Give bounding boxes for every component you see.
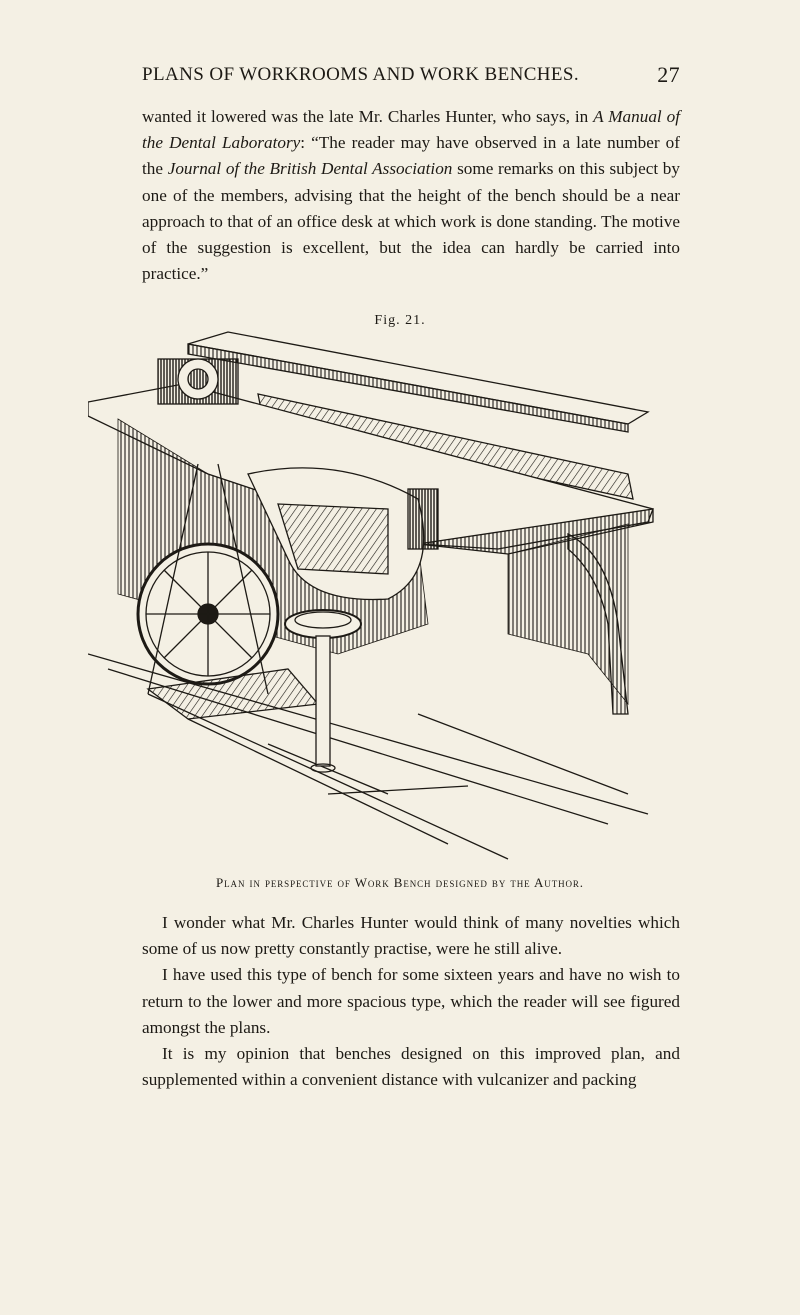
paragraph: I have used this type of bench for some sixteen years and have no wish to return to the lower and more spacious type, which the reader will see figured amongst the plans. — [142, 965, 680, 1037]
paragraph: I wonder what Mr. Charles Hunter would think of many novelties which some of us now pretty constantly practise, were he still alive. — [142, 913, 680, 959]
paragraph-text-part3: some remarks on this subject by one of the members, advising that the height of the bench should be a near approach to that of an office desk at which work is done standing. The motive of the suggestion is excellent, but the idea can hardly be carried into practice.” — [142, 159, 680, 284]
paragraph-text-part2: : “The reader may have observed in a late number of the — [142, 133, 680, 179]
paragraph: It is my opinion that benches designed on this improved plan, and supplemented within a convenient distance with vulcanizer and packing — [142, 1044, 680, 1090]
page-number: 27 — [657, 62, 680, 87]
floor-lines — [88, 654, 648, 859]
figure-caption: Plan in perspective of Work Bench designed by the Author. — [216, 875, 584, 890]
book-title: A Manual of the Dental Laboratory — [142, 107, 680, 153]
work-bench-illustration — [88, 324, 668, 864]
journal-title: Journal of the British Dental Association — [167, 159, 453, 179]
running-head-title: PLANS OF WORKROOMS AND WORK BENCHES. — [142, 64, 580, 85]
body-paragraphs — [142, 910, 680, 1093]
paragraph-hunter-quote — [142, 104, 680, 287]
flywheel — [138, 544, 278, 684]
figure-label: Fig. 21. — [374, 313, 426, 328]
lathe-motor — [158, 359, 238, 404]
paragraph-text-part1: wanted it lowered was the late Mr. Charles Hunter, who says, in — [142, 107, 594, 126]
